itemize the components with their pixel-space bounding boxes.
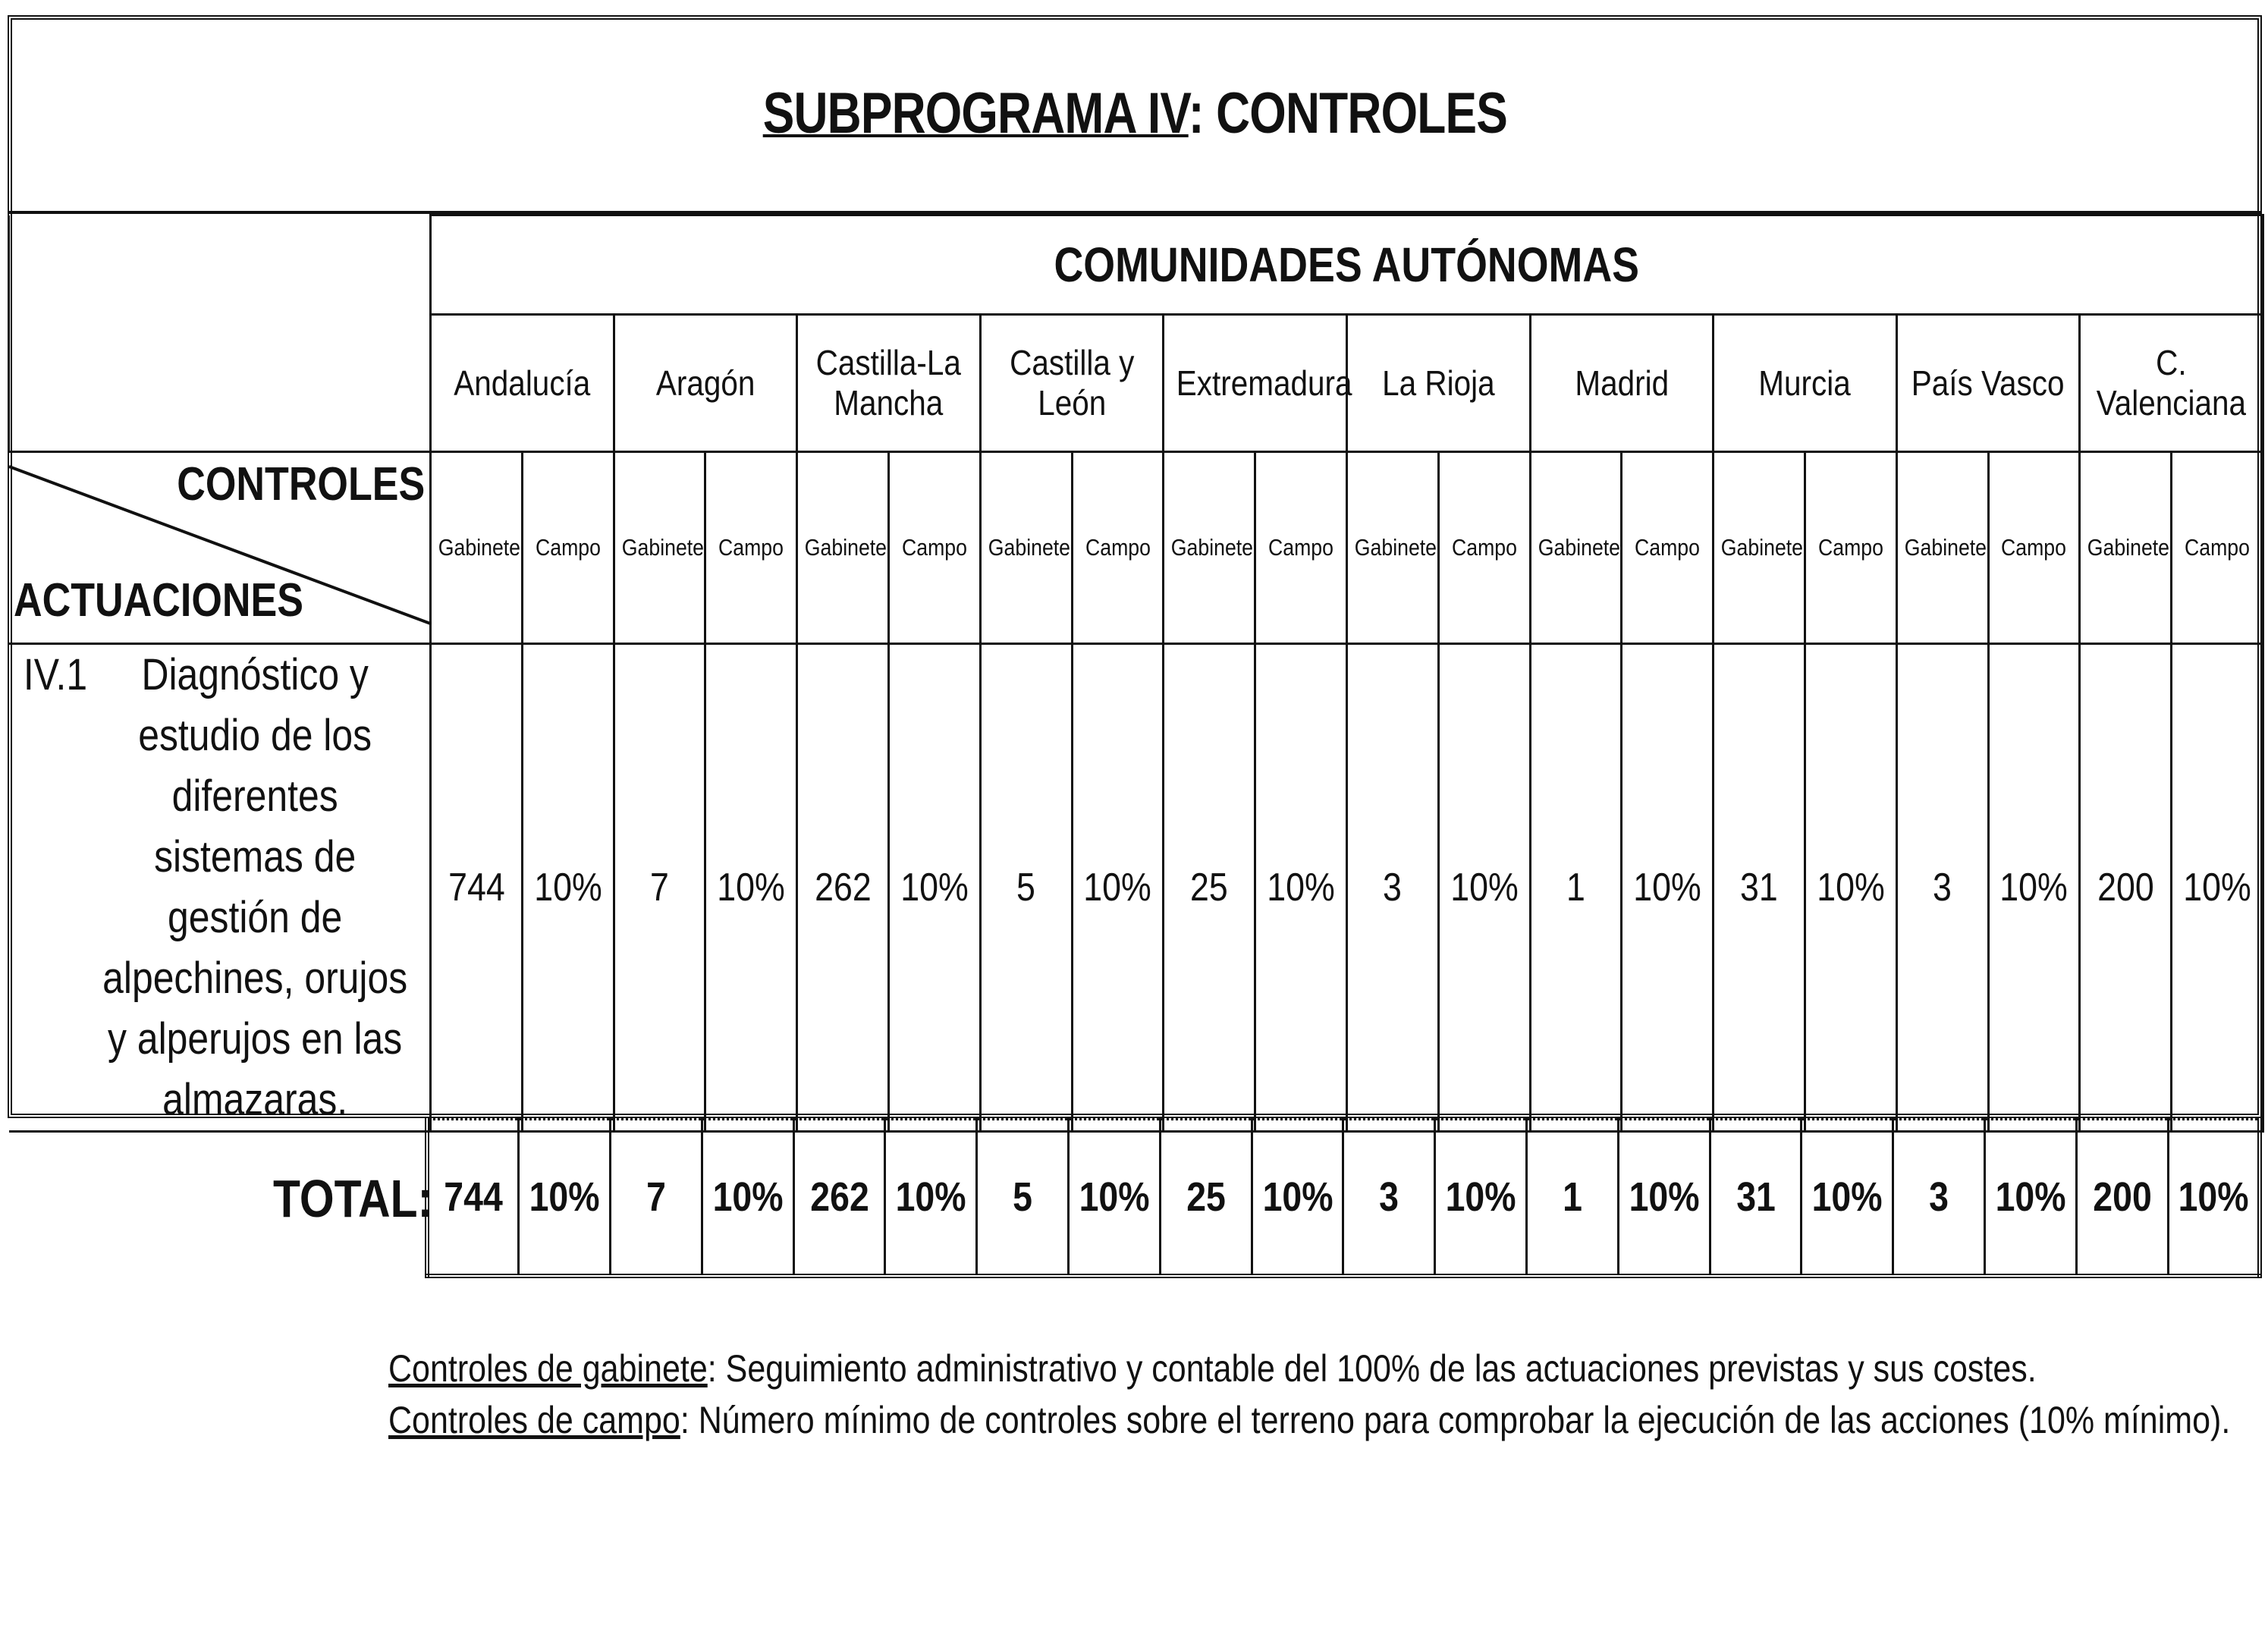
region-header: Madrid xyxy=(1530,315,1714,452)
campo-subheader: Campo xyxy=(522,452,614,644)
region-header: Castilla y León xyxy=(980,315,1164,452)
gabinete-value: 5 xyxy=(980,644,1072,1132)
total-campo-value: 10% xyxy=(1252,1120,1343,1277)
title-rest: : CONTROLES xyxy=(1188,80,1507,146)
gabinete-subheader: Gabinete xyxy=(431,452,523,644)
gabinete-value: 25 xyxy=(1164,644,1255,1132)
region-header: Murcia xyxy=(1714,315,1897,452)
actuaciones-label: ACTUACIONES xyxy=(13,574,303,627)
campo-value: 10% xyxy=(705,644,797,1132)
campo-value: 10% xyxy=(2172,644,2263,1132)
note-campo: Controles de campo: Número mínimo de controles sobre el terreno para comprobar la ejecución de las acciones (10% mínimo). xyxy=(388,1399,2231,1441)
gabinete-subheader: Gabinete xyxy=(980,452,1072,644)
region-header: Aragón xyxy=(614,315,797,452)
subheader-row xyxy=(9,452,2263,644)
campo-value: 10% xyxy=(1622,644,1714,1132)
gabinete-value: 3 xyxy=(1346,644,1438,1132)
campo-subheader: Campo xyxy=(1622,452,1714,644)
region-header: La Rioja xyxy=(1346,315,1530,452)
total-campo-value: 10% xyxy=(2168,1120,2260,1277)
total-campo-value: 10% xyxy=(702,1120,793,1277)
total-row xyxy=(427,1120,2260,1277)
actuacion-code: IV.1 xyxy=(23,650,87,699)
gabinete-value: 262 xyxy=(797,644,889,1132)
total-gabinete-value: 3 xyxy=(1343,1120,1435,1277)
actuacion-text: Diagnóstico y estudio de los diferentes sistemas de gestión de alpechines, orujos y alperujos en las almazaras. xyxy=(102,650,407,1124)
campo-subheader: Campo xyxy=(1072,452,1164,644)
campo-subheader: Campo xyxy=(2172,452,2263,644)
gabinete-value: 744 xyxy=(431,644,523,1132)
campo-subheader: Campo xyxy=(1438,452,1530,644)
total-campo-value: 10% xyxy=(1435,1120,1527,1277)
total-gabinete-value: 1 xyxy=(1527,1120,1619,1277)
gabinete-subheader: Gabinete xyxy=(1530,452,1622,644)
gabinete-subheader: Gabinete xyxy=(1714,452,1805,644)
region-header: Andalucía xyxy=(431,315,614,452)
total-campo-value: 10% xyxy=(1069,1120,1161,1277)
total-gabinete-value: 200 xyxy=(2076,1120,2168,1277)
note-gabinete: Controles de gabinete: Seguimiento administrativo y contable del 100% de las actuaciones previstas y sus costes. xyxy=(388,1347,2037,1390)
header-blank xyxy=(9,215,431,452)
campo-value: 10% xyxy=(1255,644,1347,1132)
total-gabinete-value: 5 xyxy=(977,1120,1069,1277)
footnotes xyxy=(388,1343,2268,1446)
gabinete-value: 1 xyxy=(1530,644,1622,1132)
campo-value: 10% xyxy=(1988,644,2080,1132)
gabinete-value: 200 xyxy=(2080,644,2172,1132)
total-campo-value: 10% xyxy=(885,1120,977,1277)
title-row xyxy=(8,15,2262,214)
total-campo-value: 10% xyxy=(1802,1120,1893,1277)
page-title xyxy=(762,80,1506,146)
total-gabinete-value: 31 xyxy=(1710,1120,1802,1277)
campo-value: 10% xyxy=(888,644,980,1132)
gabinete-subheader: Gabinete xyxy=(1896,452,1988,644)
campo-subheader: Campo xyxy=(1255,452,1347,644)
gabinete-subheader: Gabinete xyxy=(2080,452,2172,644)
gabinete-value: 3 xyxy=(1896,644,1988,1132)
gabinete-value: 7 xyxy=(614,644,705,1132)
campo-value: 10% xyxy=(1805,644,1896,1132)
gabinete-subheader: Gabinete xyxy=(797,452,889,644)
region-header: Extremadura xyxy=(1164,315,1347,452)
campo-value: 10% xyxy=(1072,644,1164,1132)
campo-value: 10% xyxy=(1438,644,1530,1132)
controls-table xyxy=(8,214,2264,1133)
total-campo-value: 10% xyxy=(1985,1120,2077,1277)
total-gabinete-value: 262 xyxy=(793,1120,885,1277)
region-header: País Vasco xyxy=(1896,315,2080,452)
region-header: C. Valenciana xyxy=(2080,315,2263,452)
total-label: TOTAL: xyxy=(273,1169,433,1228)
total-table xyxy=(425,1118,2262,1278)
gabinete-subheader: Gabinete xyxy=(614,452,705,644)
comunidades-header: COMUNIDADES AUTÓNOMAS xyxy=(431,215,2263,315)
total-gabinete-value: 7 xyxy=(611,1120,702,1277)
total-gabinete-value: 744 xyxy=(427,1120,519,1277)
campo-subheader: Campo xyxy=(1988,452,2080,644)
title-main: SUBPROGRAMA IV xyxy=(762,80,1189,146)
campo-subheader: Campo xyxy=(888,452,980,644)
table-row xyxy=(9,644,2263,1132)
total-gabinete-value: 3 xyxy=(1893,1120,1985,1277)
gabinete-value: 31 xyxy=(1714,644,1805,1132)
gabinete-subheader: Gabinete xyxy=(1164,452,1255,644)
total-campo-value: 10% xyxy=(519,1120,611,1277)
total-campo-value: 10% xyxy=(1618,1120,1710,1277)
campo-subheader: Campo xyxy=(705,452,797,644)
gabinete-subheader: Gabinete xyxy=(1346,452,1438,644)
campo-subheader: Campo xyxy=(1805,452,1896,644)
campo-value: 10% xyxy=(522,644,614,1132)
controles-label: CONTROLES xyxy=(177,458,425,511)
corner-header xyxy=(9,452,431,644)
total-gabinete-value: 25 xyxy=(1160,1120,1252,1277)
actuacion-cell xyxy=(9,644,431,1132)
region-header: Castilla-La Mancha xyxy=(797,315,981,452)
